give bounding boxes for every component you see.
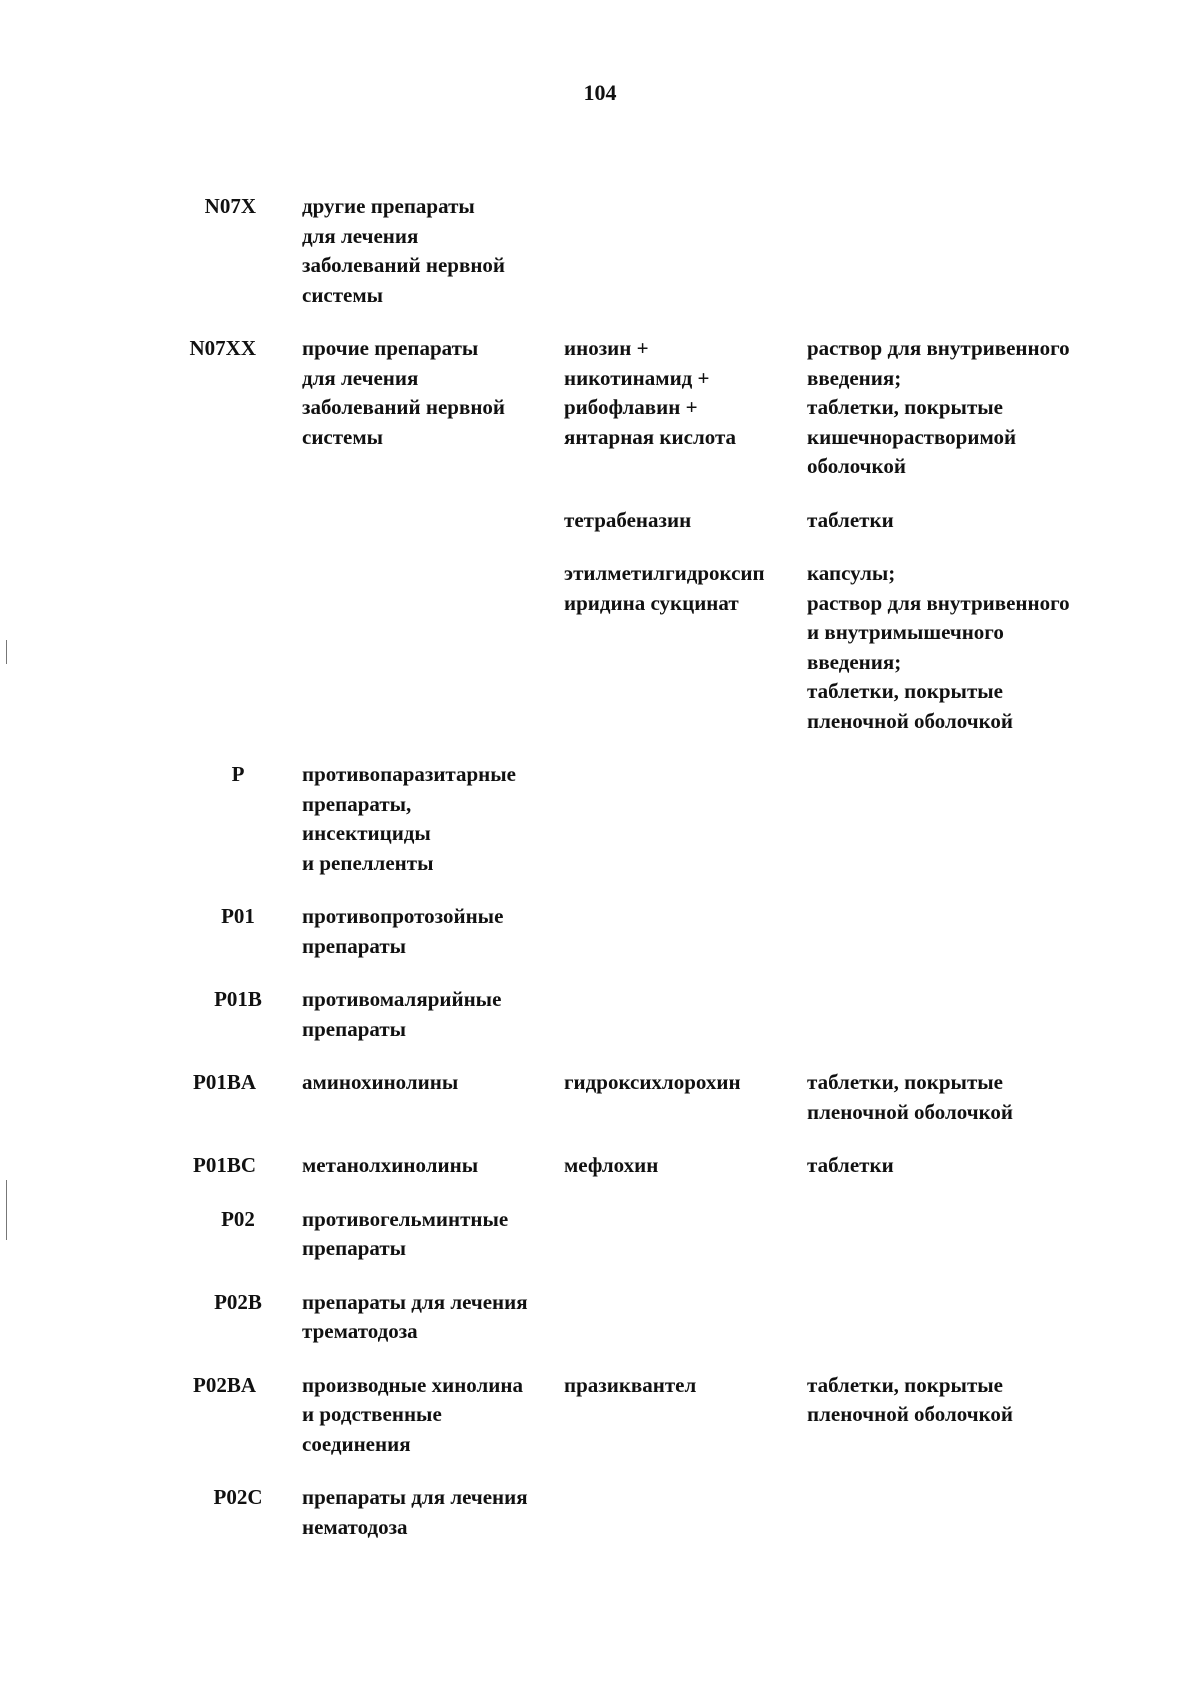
drug-name: этилметилгидроксип иридина сукцинат [564, 561, 765, 615]
group-name: другие препараты для лечения заболеваний нервной системы [302, 194, 506, 307]
group-name: препараты для лечения трематодоза [302, 1289, 528, 1343]
group-name: противогельминтные препараты [302, 1206, 509, 1260]
atc-code: N07X [204, 194, 256, 218]
atc-code: P01BC [193, 1153, 256, 1177]
group-name: противомалярийные препараты [302, 987, 502, 1041]
atc-code: N07XX [189, 336, 256, 360]
dosage-form: таблетки, покрытые пленочной оболочкой [807, 1372, 1014, 1426]
group-name: аминохинолины [302, 1070, 459, 1094]
dosage-form: капсулы; раствор для внутривенного и внутримышечного введения; таблетки, покрытые пленочной оболочкой [807, 561, 1070, 733]
table-row [0, 334, 1200, 482]
drug-name: инозин + никотинамид + рибофлавин + янтарная кислота [564, 336, 737, 449]
atc-code: P01 [221, 904, 255, 928]
table-row [0, 1371, 1200, 1460]
table-row [0, 192, 1200, 310]
table-row [0, 1205, 1200, 1264]
dosage-form: таблетки [807, 1153, 894, 1177]
atc-code: P02 [221, 1206, 255, 1231]
atc-code: P01BA [193, 1070, 256, 1094]
group-name: противопаразитарные препараты, инсектициды и репелленты [302, 762, 516, 875]
page-number: 104 [583, 80, 617, 105]
drug-table [0, 192, 1200, 1566]
group-name: прочие препараты для лечения заболеваний нервной системы [302, 336, 506, 449]
table-row [0, 559, 1200, 736]
group-name: производные хинолина и родственные соединения [302, 1372, 524, 1456]
table-row [0, 902, 1200, 961]
table-row [0, 1483, 1200, 1542]
atc-code: P02BA [193, 1372, 256, 1397]
atc-code: P01B [214, 987, 262, 1011]
scan-edge-mark [6, 1180, 7, 1240]
table-row [0, 760, 1200, 878]
table-row [0, 1151, 1200, 1181]
scan-edge-mark [6, 640, 7, 664]
atc-code: P02B [214, 1289, 262, 1314]
drug-name: тетрабеназин [564, 507, 692, 532]
drug-name: празиквантел [564, 1372, 697, 1397]
table-row [0, 1288, 1200, 1347]
drug-name: мефлохин [564, 1153, 659, 1177]
group-name: противопротозойные препараты [302, 904, 504, 958]
dosage-form: таблетки, покрытые пленочной оболочкой [807, 1070, 1014, 1124]
group-name: препараты для лечения нематодоза [302, 1485, 528, 1539]
group-name: метанолхинолины [302, 1153, 479, 1177]
atc-code: P02C [213, 1485, 263, 1509]
dosage-form: таблетки [807, 507, 894, 532]
dosage-form: раствор для внутривенного введения; таблетки, покрытые кишечнорастворимой оболочкой [807, 336, 1070, 478]
table-row [0, 506, 1200, 536]
table-row [0, 985, 1200, 1044]
table-row [0, 1068, 1200, 1127]
drug-name: гидроксихлорохин [564, 1070, 741, 1094]
atc-code: P [231, 762, 245, 786]
